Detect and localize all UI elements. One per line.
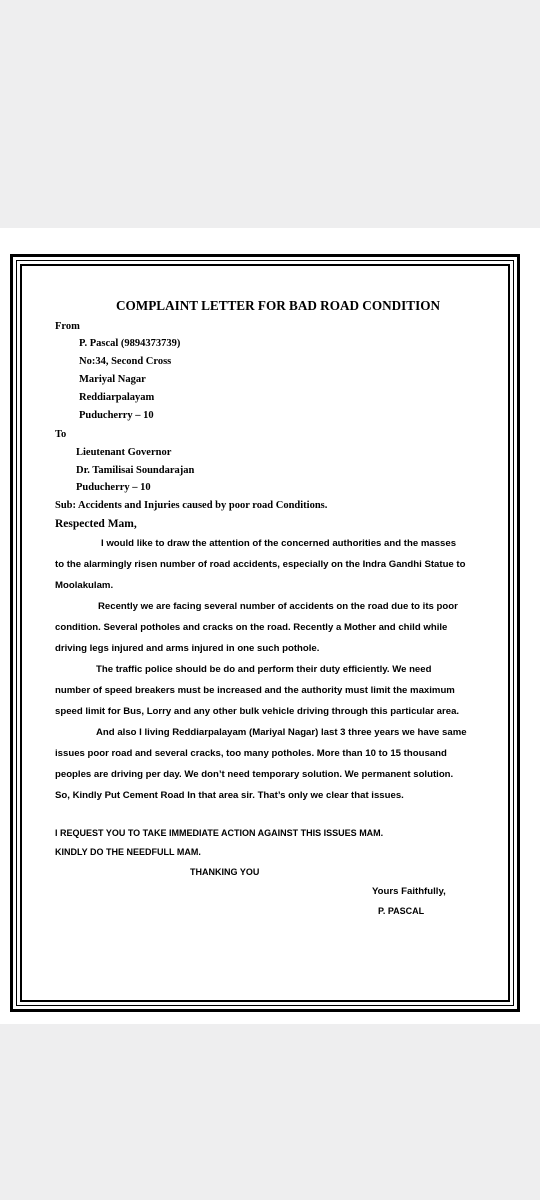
request-line: I REQUEST YOU TO TAKE IMMEDIATE ACTION AGAINST THIS ISSUES MAM.	[55, 828, 384, 838]
body-line: number of speed breakers must be increased and the authority must limit the maximum	[55, 685, 455, 696]
salutation: Respected Mam,	[55, 518, 137, 530]
to-line: Dr. Tamilisai Soundarajan	[76, 465, 195, 476]
body-line: Moolakulam.	[55, 580, 114, 591]
signature-name: P. PASCAL	[378, 906, 425, 916]
body-line: The traffic police should be do and perform their duty efficiently. We need	[96, 664, 432, 675]
to-line: Puducherry – 10	[76, 482, 151, 493]
body-line: Recently we are facing several number of accidents on the road due to its poor	[98, 601, 458, 612]
body-line: driving legs injured and arms injured in one such pothole.	[55, 643, 320, 654]
body-line: I would like to draw the attention of the concerned authorities and the masses	[101, 538, 457, 549]
from-line: Mariyal Nagar	[79, 374, 146, 385]
to-line: Lieutenant Governor	[76, 447, 172, 458]
from-label: From	[55, 321, 80, 332]
body-line: speed limit for Bus, Lorry and any other bulk vehicle driving through this particular area.	[55, 706, 460, 717]
document-page	[0, 228, 540, 1024]
from-line: Reddiarpalayam	[79, 392, 155, 403]
body-line: issues poor road and several cracks, too many potholes. More than 10 to 15 thousand	[55, 748, 447, 759]
request-line: KINDLY DO THE NEEDFULL MAM.	[55, 847, 201, 857]
from-line: Puducherry – 10	[79, 410, 154, 421]
page-border	[10, 254, 520, 1012]
letter-title: COMPLAINT LETTER FOR BAD ROAD CONDITION	[116, 298, 440, 313]
body-line: to the alarmingly risen number of road accidents, especially on the Indra Gandhi Statue to	[55, 559, 466, 570]
body-line: And also I living Reddiarpalayam (Mariyal Nagar) last 3 three years we have same	[96, 727, 467, 738]
subject-line: Sub: Accidents and Injuries caused by poor road Conditions.	[55, 500, 328, 511]
from-line: P. Pascal (9894373739)	[79, 338, 181, 349]
closing-line: Yours Faithfully,	[372, 886, 446, 897]
body-line: So, Kindly Put Cement Road In that area sir. That’s only we clear that issues.	[55, 790, 404, 801]
from-line: No:34, Second Cross	[79, 356, 172, 367]
thanking-line: THANKING YOU	[190, 867, 260, 877]
body-line: condition. Several potholes and cracks on the road. Recently a Mother and child while	[55, 622, 448, 633]
body-line: peoples are driving per day. We don’t need temporary solution. We permanent solution.	[55, 769, 454, 780]
to-label: To	[55, 429, 67, 440]
